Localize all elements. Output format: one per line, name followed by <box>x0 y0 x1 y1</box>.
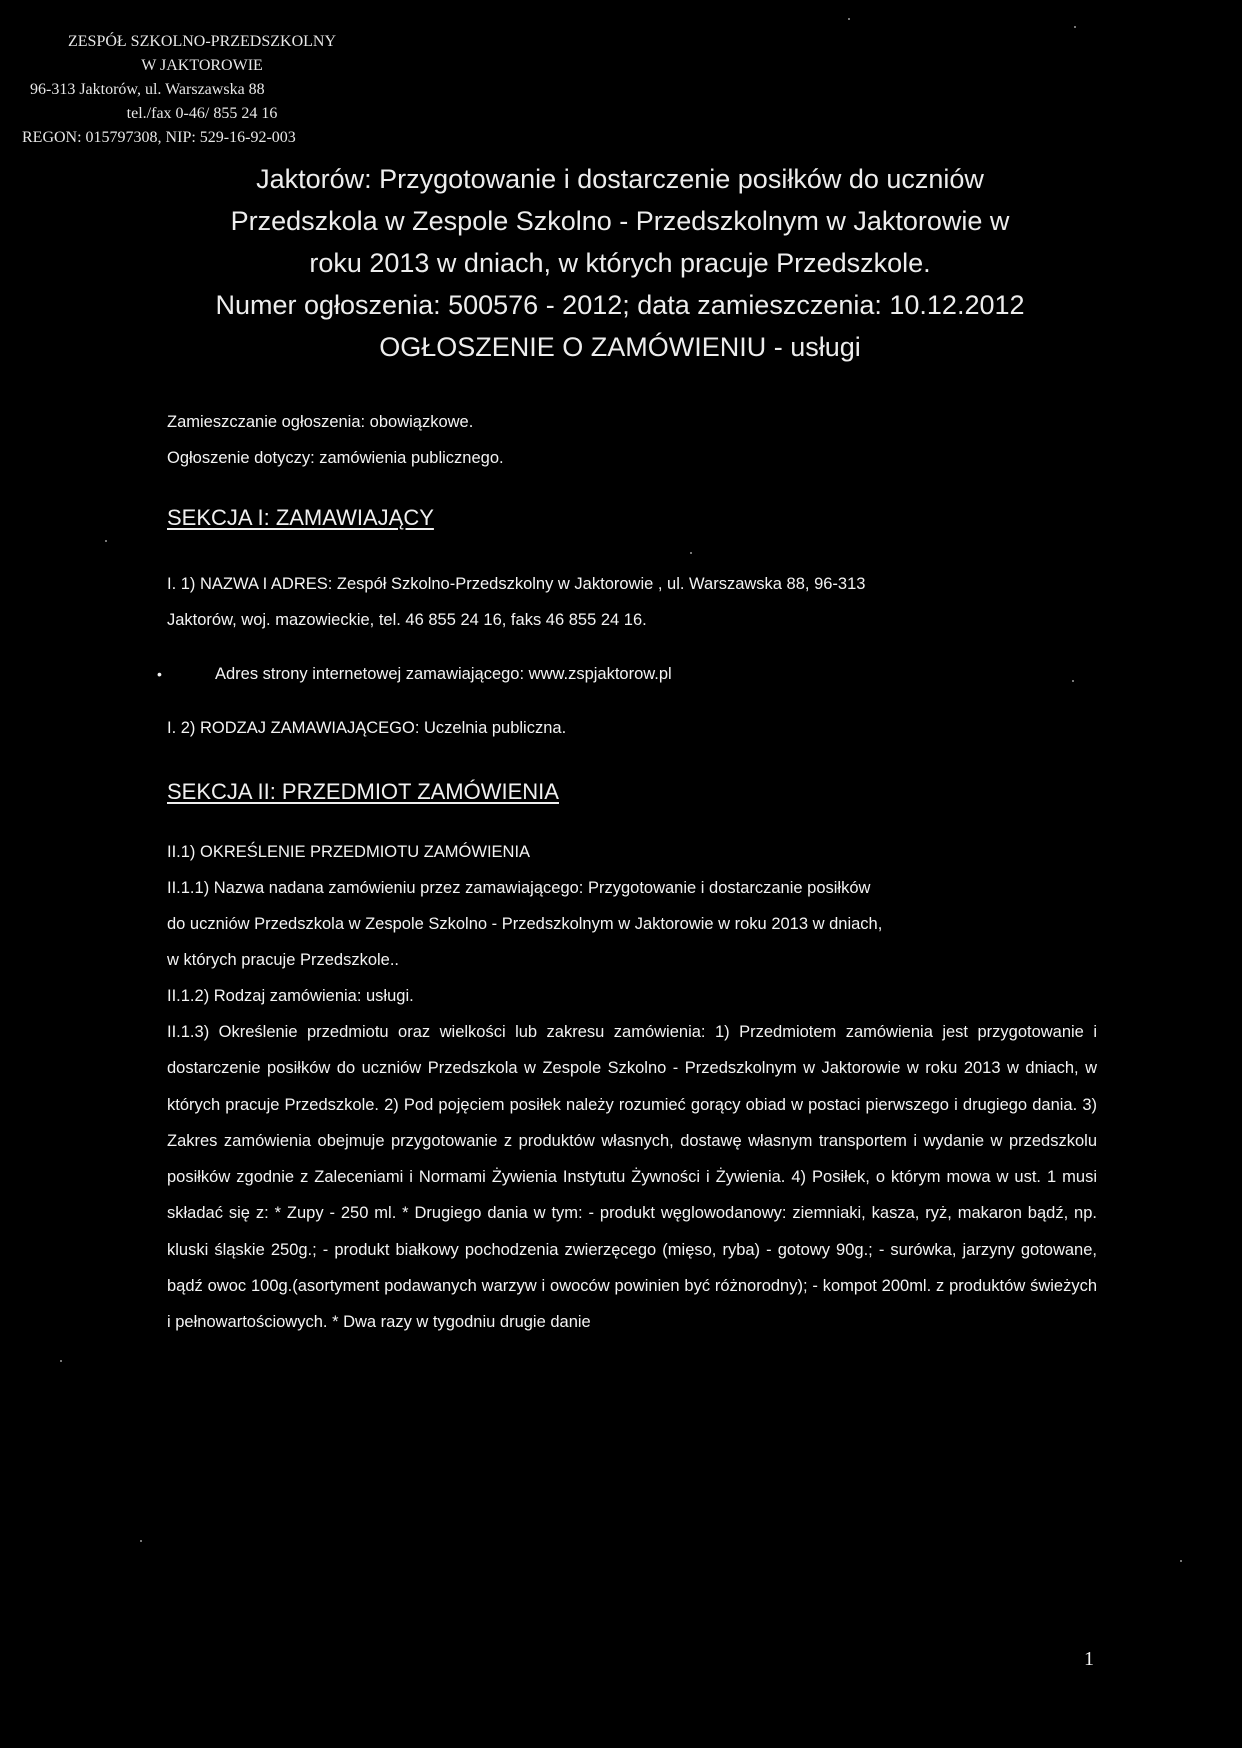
website-item <box>157 656 1097 692</box>
notice-number-date: Numer ogłoszenia: 500576 - 2012; data zamieszczenia: 10.12.2012 <box>215 290 1025 320</box>
contract-name-line-1: II.1.1) Nazwa nadana zamówieniu przez zamawiającego: Przygotowanie i dostarczanie posiłków <box>167 879 871 897</box>
stamp-line-phone: tel./fax 0-46/ 855 24 16 <box>126 105 278 122</box>
contract-type: II.1.2) Rodzaj zamówienia: usługi. <box>167 987 414 1005</box>
website-text: Adres strony internetowej zamawiającego: www.zspjaktorow.pl <box>215 665 672 683</box>
contract-scope-paragraph: II.1.3) Określenie przedmiotu oraz wielkości lub zakresu zamówienia: 1) Przedmiotem zamówienia jest przygotowanie i dostarczenie posiłków do uczniów Przedszkola w Zespole Szkolno - Przedszkolnym w Jaktorowie w roku 2013 w dniach, w których pracuje Przedszkole. 2) Pod pojęciem posiłek należy rozumieć gorący obiad w postaci pierwszego i drugiego dania. 3) Zakres zamówienia obejmuje przygotowanie z produktów własnych, dostawę własnym transportem i wydanie w przedszkolu posiłków zgodnie z Zaleceniami i Normami Żywienia Instytutu Żywności i Żywienia. 4) Posiłek, o którym mowa w ust. 1 musi składać się z: * Zupy - 250 ml. * Drugiego dania w tym: - produkt węglowodanowy: ziemniaki, kasza, ryż, makaron bądź, np. kluski śląskie 250g.; - produkt białkowy pochodzenia zwierzęcego (mięso, ryba) - gotowy 90g.; - surówka, jarzyny gotowane, bądź owoc 100g.(asortyment podawanych warzyw i owoców powinien być różnorodny); - kompot 200ml. z produktów świeżych i pełnowartościowych. * Dwa razy w tygodniu drugie danie <box>167 1023 1097 1332</box>
title-line-1: Jaktorów: Przygotowanie i dostarczenie posiłków do uczniów <box>256 164 984 194</box>
title-line-2: Przedszkola w Zespole Szkolno - Przedszkolnym w Jaktorowie w <box>230 206 1010 236</box>
contract-name-line-3: w których pracuje Przedszkole.. <box>167 951 400 969</box>
contracting-authority-address-line-1: I. 1) NAZWA I ADRES: Zespół Szkolno-Przedszkolny w Jaktorowie , ul. Warszawska 88, 96-313 <box>167 575 866 593</box>
scan-speck <box>690 552 692 554</box>
stamp-line-address: 96-313 Jaktorów, ul. Warszawska 88 <box>30 81 265 98</box>
notice-title <box>150 158 1090 368</box>
scan-speck <box>105 540 107 542</box>
title-line-3: roku 2013 w dniach, w których pracuje Przedszkole. <box>309 248 931 278</box>
stamp-line-regon: REGON: 015797308, NIP: 529-16-92-003 <box>22 129 296 146</box>
scan-speck <box>60 1360 62 1362</box>
stamp-line-name: ZESPÓŁ SZKOLNO-PRZEDSZKOLNY <box>68 33 336 50</box>
subject-definition-heading: II.1) OKREŚLENIE PRZEDMIOTU ZAMÓWIENIA <box>167 843 531 861</box>
scan-speck <box>140 1540 142 1542</box>
notice-concerns: Ogłoszenie dotyczy: zamówienia publicznego. <box>167 449 504 467</box>
scan-speck <box>848 18 850 20</box>
section-1-heading: SEKCJA I: ZAMAWIAJĄCY <box>167 505 434 530</box>
authority-type: I. 2) RODZAJ ZAMAWIAJĄCEGO: Uczelnia publiczna. <box>167 719 567 737</box>
page-number: 1 <box>1084 1648 1094 1670</box>
bullet-marker: • <box>157 666 162 682</box>
publication-mandatory: Zamieszczanie ogłoszenia: obowiązkowe. <box>167 413 474 431</box>
scan-speck <box>1072 680 1074 682</box>
stamp-line-location: W JAKTOROWIE <box>141 57 263 74</box>
document-body <box>157 404 1097 1341</box>
notice-type: OGŁOSZENIE O ZAMÓWIENIU - usługi <box>379 332 861 362</box>
contract-name-line-2: do uczniów Przedszkola w Zespole Szkolno - Przedszkolnym w Jaktorowie w roku 2013 w dniach, <box>167 915 883 933</box>
contracting-authority-address-line-2: Jaktorów, woj. mazowieckie, tel. 46 855 24 16, faks 46 855 24 16. <box>167 611 647 629</box>
institution-stamp <box>22 30 382 150</box>
scan-speck <box>1180 1560 1182 1562</box>
section-2-heading: SEKCJA II: PRZEDMIOT ZAMÓWIENIA <box>167 779 559 804</box>
scan-speck <box>1074 26 1076 28</box>
